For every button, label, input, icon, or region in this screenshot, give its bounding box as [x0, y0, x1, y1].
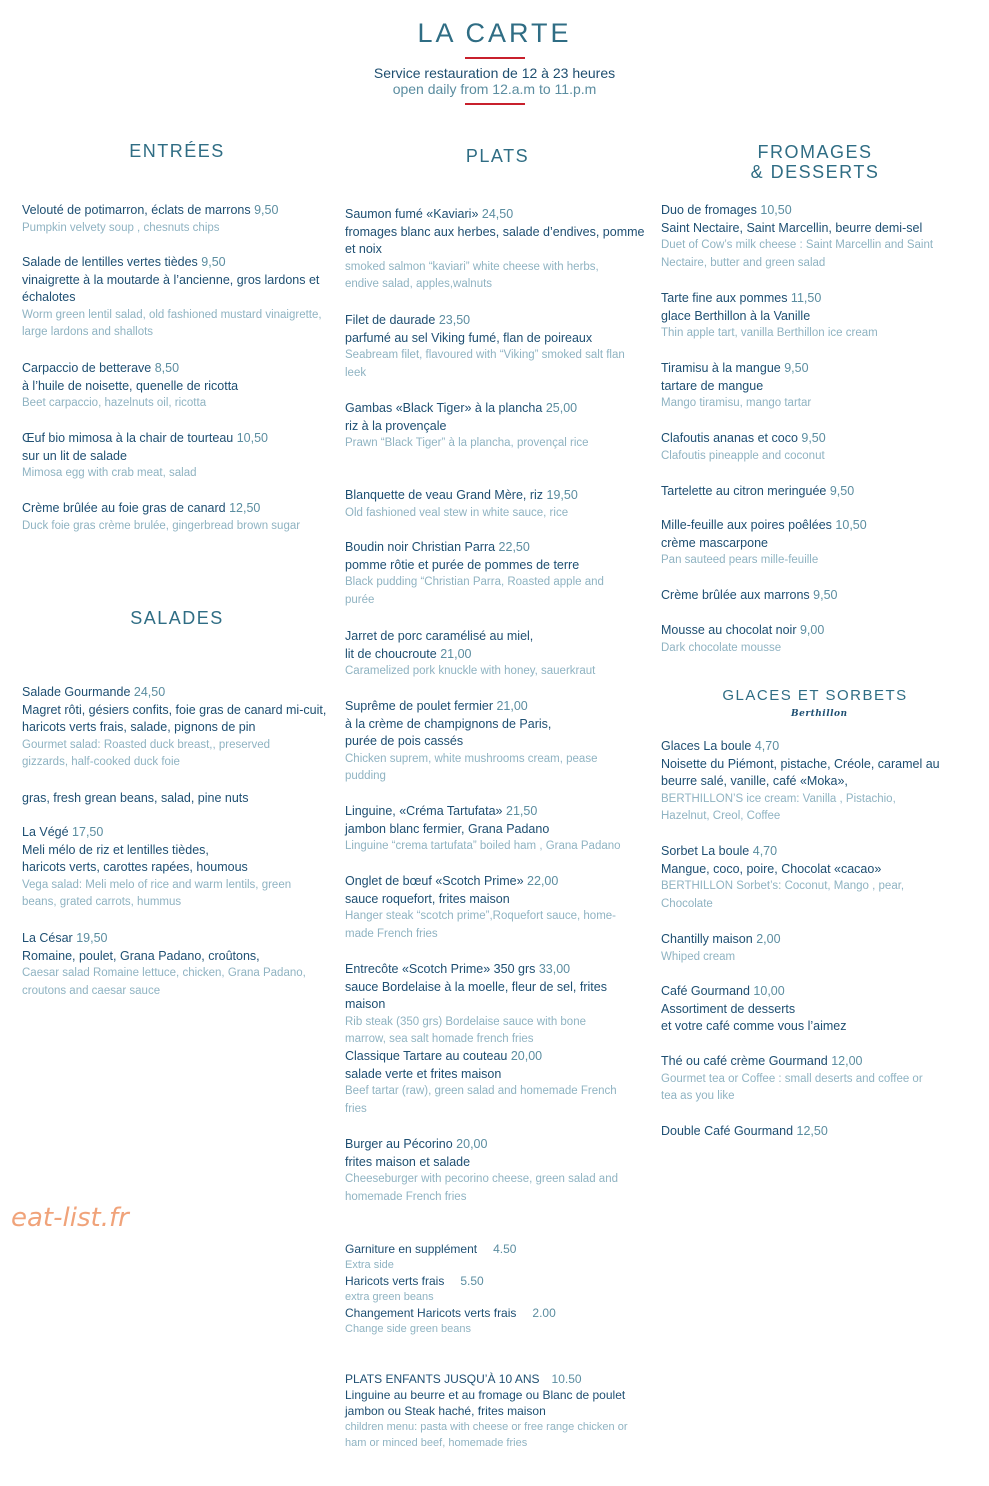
menu-item-description — [345, 979, 645, 1014]
menu-item-translation: BERTHILLON Sorbet’s: Coconut, Mango , pear, — [661, 880, 905, 892]
menu-item — [345, 206, 645, 294]
menu-item-description — [345, 821, 645, 839]
menu-item — [345, 698, 645, 786]
menu-item-name — [661, 983, 961, 1001]
side-item — [345, 1273, 645, 1305]
menu-item-price: 10,00 — [749, 984, 785, 998]
menu-item-text: Double Café Gourmand — [661, 1124, 794, 1138]
menu-item-description — [22, 272, 332, 290]
menu-item-name — [661, 843, 961, 861]
menu-item-text: Café Gourmand — [661, 984, 750, 998]
menu-item-text: lit de choucroute — [345, 646, 437, 661]
menu-item-translation: Whiped cream — [661, 950, 736, 963]
menu-item — [22, 430, 332, 483]
menu-item-text: Onglet de bœuf «Scotch Prime» — [345, 874, 524, 888]
menu-item-text: La César — [22, 931, 73, 945]
menu-item-translation: Black pudding “Christian Parra, Roasted apple and — [345, 576, 604, 588]
menu-item-price: 12,50 — [793, 1124, 828, 1138]
menu-item-text: glace Berthillon à la Vanille — [661, 308, 811, 323]
menu-item-text: Filet de daurade — [345, 313, 436, 327]
menu-item — [661, 360, 961, 413]
menu-item-text: Tiramisu à la mangue — [661, 361, 781, 375]
menu-item-description — [22, 289, 332, 307]
menu-item-text: pomme rôtie et purée de pommes de terre — [345, 557, 580, 572]
menu-item-translation: Linguine “crema tartufata” boiled ham , Grana Padano — [345, 840, 621, 852]
menu-item-price: 9,50 — [797, 431, 826, 445]
menu-item-price: 10,50 — [233, 431, 268, 445]
menu-item — [661, 290, 961, 343]
menu-item-translation: gizzards, half-cooked duck foie — [22, 756, 180, 768]
service-hours-fr: Service restauration de 12 à 23 heures — [373, 65, 616, 81]
menu-item-description — [345, 330, 645, 348]
menu-item-name — [22, 430, 332, 448]
menu-item-name — [661, 290, 961, 308]
menu-item-name — [22, 824, 332, 842]
menu-item-price: 24,50 — [130, 685, 166, 699]
menu-item-translation: tea as you like — [661, 1090, 735, 1102]
menu-item-text: Sorbet La boule — [661, 844, 750, 858]
menu-item-price: 9,50 — [250, 203, 279, 217]
menu-item-text: Œuf bio mimosa à la chair de tourteau — [22, 431, 234, 445]
red-divider — [465, 103, 525, 105]
menu-item — [345, 803, 645, 856]
menu-item-translation: Clafoutis pineapple and coconut — [661, 449, 825, 462]
menu-item-price: 9,50 — [197, 255, 226, 269]
menu-item — [661, 1123, 961, 1141]
menu-item-text: sur un lit de salade — [22, 448, 127, 463]
menu-item-price: 24,50 — [478, 207, 514, 221]
side-item-text: Haricots verts frais — [345, 1274, 445, 1288]
menu-item-description — [661, 308, 961, 326]
side-item — [345, 1241, 645, 1273]
menu-item-translation: Gourmet tea or Coffee : small deserts and coffee or — [661, 1072, 923, 1085]
menu-item-text: Carpaccio de betterave — [22, 361, 152, 375]
menu-item-price: 11,50 — [787, 291, 822, 305]
menu-item-name — [22, 684, 332, 702]
menu-item-translation: homemade French fries — [345, 1190, 467, 1203]
menu-item-translation: Prawn “Black Tiger” à la plancha, provençal rice — [345, 437, 589, 449]
menu-item-translation: Mimosa egg with crab meat, salad — [22, 467, 197, 479]
menu-item-translation: Nectaire, butter and green salad — [661, 256, 826, 269]
menu-item-description — [345, 891, 645, 909]
menu-item-description — [661, 1018, 961, 1036]
menu-header — [0, 18, 989, 105]
menu-item-price: 17,50 — [68, 825, 104, 839]
side-item — [345, 1305, 645, 1337]
menu-item — [661, 983, 961, 1036]
menu-item-translation: Caramelized pork knuckle with honey, sauerkraut — [345, 665, 596, 677]
menu-item-translation: croutons and caesar sauce — [22, 984, 161, 997]
menu-item-price: 8,50 — [151, 361, 180, 375]
menu-item-price: 9,00 — [796, 623, 825, 637]
section-title-line: & DESSERTS — [750, 162, 880, 182]
section-title-line: FROMAGES — [757, 142, 873, 162]
side-item-translation: Change side green beans — [345, 1323, 471, 1335]
menu-item-text: Saumon fumé «Kaviari» — [345, 207, 479, 221]
menu-item-price: 20,00 — [452, 1137, 488, 1151]
menu-item-name — [661, 1123, 961, 1141]
menu-item-description — [661, 861, 961, 879]
menu-item-price: 12,00 — [827, 1054, 863, 1068]
menu-item-translation: Old fashioned veal stew in white sauce, rice — [345, 506, 569, 519]
menu-item-text: Chantilly maison — [661, 932, 753, 946]
menu-item — [661, 517, 961, 570]
menu-item-text: fromages blanc aux herbes, salade d’endives, pomme — [345, 224, 645, 239]
menu-item-name — [661, 738, 961, 756]
menu-item-translation: pudding — [345, 770, 386, 782]
menu-item-price: 12,50 — [225, 501, 261, 515]
menu-item-text: frites maison et salade — [345, 1154, 471, 1169]
menu-item — [345, 961, 645, 1049]
menu-item-translation: Duck foie gras crème brulée, gingerbread brown sugar — [22, 519, 301, 532]
menu-item-name — [22, 254, 332, 272]
menu-item-price: 10,50 — [756, 203, 792, 217]
menu-item — [661, 430, 961, 465]
menu-item-name — [661, 622, 961, 640]
menu-item-translation: BERTHILLON’S ice cream: Vanilla , Pistachio, — [661, 792, 896, 805]
menu-item-text: Mangue, coco, poire, Chocolat «cacao» — [661, 861, 882, 876]
menu-item-description — [22, 448, 332, 466]
menu-item-description — [22, 378, 332, 396]
menu-item-translation: Caesar salad Romaine lettuce, chicken, Grana Padano, — [22, 967, 306, 979]
menu-item-price: 10,50 — [831, 518, 867, 532]
menu-item-name — [22, 360, 332, 378]
menu-item-description — [22, 842, 332, 860]
menu-item — [345, 539, 645, 609]
menu-item-text: vinaigrette à la moutarde à l’ancienne, gros lardons et — [22, 272, 320, 287]
side-item-text: Garniture en supplément — [345, 1242, 478, 1256]
menu-item-translation: large lardons and shallots — [22, 326, 154, 338]
side-item-name — [345, 1305, 645, 1321]
menu-item-price: 21,50 — [502, 804, 538, 818]
menu-item-translation: made French fries — [345, 927, 438, 940]
menu-item — [345, 312, 645, 382]
section-title-salades: SALADES — [130, 608, 224, 628]
menu-item-text: Romaine, poulet, Grana Padano, croûtons, — [22, 948, 260, 963]
menu-item-text: Burger au Pécorino — [345, 1137, 453, 1151]
page-title: LA CARTE — [417, 18, 572, 48]
menu-item-text: Salade de lentilles vertes tièdes — [22, 255, 198, 269]
menu-item-name — [345, 628, 645, 646]
menu-item-price: 23,50 — [435, 313, 471, 327]
menu-item-translation: Chicken suprem, white mushrooms cream, pease — [345, 752, 598, 765]
side-item-price: 2.00 — [532, 1306, 556, 1320]
menu-item-price: 22,00 — [523, 874, 559, 888]
menu-item-name — [22, 500, 332, 518]
menu-item-text: Clafoutis ananas et coco — [661, 431, 798, 445]
menu-item-name — [661, 587, 961, 605]
menu-item-description — [22, 702, 332, 720]
kids-menu-text: jambon ou Steak haché, frites maison — [345, 1404, 546, 1418]
menu-item-name — [345, 1136, 645, 1154]
menu-item-text: et noix — [345, 242, 382, 256]
menu-item-description — [22, 859, 332, 877]
side-item-name — [345, 1273, 645, 1289]
menu-item-description — [345, 733, 645, 751]
menu-item — [22, 824, 332, 912]
section-title-plats: PLATS — [465, 146, 530, 166]
menu-item — [345, 400, 645, 453]
side-item-translation: Extra side — [345, 1259, 394, 1271]
menu-item-text: La Végé — [22, 825, 69, 839]
section-title-glaces: GLACES ET SORBETS — [722, 687, 908, 704]
menu-item-translation: Beet carpaccio, hazelnuts oil, ricotta — [22, 397, 207, 409]
menu-item-translation: purée — [345, 593, 375, 606]
menu-item — [661, 843, 961, 913]
menu-item-description — [345, 1154, 645, 1172]
menu-item-translation: Hazelnut, Creol, Coffee — [661, 810, 781, 822]
side-item-name — [345, 1241, 645, 1257]
menu-item-text: Meli mélo de riz et lentilles tièdes, — [22, 842, 209, 857]
menu-item-name — [345, 539, 645, 557]
menu-item-description — [345, 418, 645, 436]
watermark: eat-list.fr — [11, 1203, 129, 1233]
menu-item-description — [345, 1066, 645, 1084]
menu-item-name — [345, 698, 645, 716]
kids-menu-translation: ham or minced beef, homemade fries — [345, 1437, 528, 1449]
menu-item-text: Tarte fine aux pommes — [661, 291, 788, 305]
menu-item-translation: Pumpkin velvety soup , chesnuts chips — [22, 221, 220, 234]
menu-item — [661, 587, 961, 605]
menu-item-text: sauce roquefort, frites maison — [345, 891, 510, 906]
section-title-entrees: ENTRÉES — [129, 141, 225, 161]
menu-item — [661, 202, 961, 272]
menu-item-text: à la crème de champignons de Paris, — [345, 716, 552, 731]
menu-item — [661, 1053, 961, 1106]
kids-menu-price: 10.50 — [551, 1372, 582, 1386]
menu-item — [22, 500, 332, 535]
menu-item — [661, 738, 961, 826]
menu-item-description — [661, 220, 961, 238]
menu-item — [22, 360, 332, 413]
menu-item-translation: Worm green lentil salad, old fashioned mustard vinaigrette, — [22, 308, 322, 321]
menu-item-price: 2,00 — [752, 932, 781, 946]
menu-item-text: Tartelette au citron meringuée — [661, 484, 827, 498]
menu-item-description — [345, 557, 645, 575]
menu-item-text: Noisette du Piémont, pistache, Créole, caramel au — [661, 756, 940, 771]
menu-item-description — [661, 378, 961, 396]
menu-item-translation: Cheeseburger with pecorino cheese, green salad and — [345, 1173, 618, 1185]
menu-item — [22, 684, 332, 772]
menu-item-price: 19,50 — [72, 931, 108, 945]
menu-item-description — [345, 241, 645, 259]
menu-item-text: Duo de fromages — [661, 203, 757, 217]
menu-item-price: 9,50 — [809, 588, 838, 602]
menu-item-text: crème mascarpone — [661, 535, 768, 550]
menu-item-text: parfumé au sel Viking fumé, flan de poireaux — [345, 330, 593, 345]
menu-item-description — [661, 1001, 961, 1019]
menu-item-name — [661, 360, 961, 378]
menu-item — [661, 622, 961, 657]
menu-item-description — [22, 948, 332, 966]
menu-item-description — [661, 773, 961, 791]
menu-item-text: Saint Nectaire, Saint Marcellin, beurre demi-sel — [661, 220, 923, 235]
berthillon-logo: Berthillon — [791, 709, 848, 719]
menu-item — [22, 254, 332, 342]
menu-item-text: et votre café comme vous l’aimez — [661, 1019, 847, 1033]
menu-item-translation: Rib steak (350 grs) Bordelaise sauce with bone — [345, 1015, 586, 1028]
menu-item-text: gras, fresh grean beans, salad, pine nuts — [22, 791, 249, 805]
menu-item-price: 19,50 — [543, 488, 578, 502]
menu-item — [345, 1048, 645, 1118]
menu-item-price: 33,00 — [535, 962, 571, 976]
menu-item-text: haricots verts frais, salade, pignons de pin — [22, 720, 256, 734]
menu-item-translation: Pan sauteed pears mille-feuille — [661, 554, 819, 566]
menu-item-price: 25,00 — [542, 401, 578, 415]
menu-item-name — [345, 873, 645, 891]
menu-item — [22, 790, 332, 808]
menu-item-text: Jarret de porc caramélisé au miel, — [345, 629, 534, 643]
menu-item-text: Classique Tartare au couteau — [345, 1049, 508, 1063]
menu-item-price: 21,00 — [493, 699, 528, 713]
menu-item-text: Thé ou café crème Gourmand — [661, 1054, 828, 1068]
menu-item-text: Assortiment de desserts — [661, 1001, 796, 1016]
menu-item-translation: Vega salad: Meli melo of rice and warm lentils, green — [22, 878, 292, 891]
menu-item-price: 9,50 — [780, 361, 809, 375]
menu-item-translation: Beef tartar (raw), green salad and homemade French — [345, 1085, 617, 1097]
menu-item-text: Magret rôti, gésiers confits, foie gras de canard mi-cuit, — [22, 702, 327, 717]
menu-item-text: Mille-feuille aux poires poêlées — [661, 518, 832, 532]
menu-item-name — [345, 487, 645, 505]
menu-item-name — [345, 961, 645, 979]
menu-item-text: Velouté de potimarron, éclats de marrons — [22, 203, 251, 217]
menu-item-translation: Dark chocolate mousse — [661, 641, 782, 654]
menu-item-name — [345, 1048, 645, 1066]
menu-item-name — [661, 202, 961, 220]
menu-item-price: 22,50 — [495, 540, 530, 554]
menu-item-text: échalotes — [22, 290, 76, 304]
menu-item — [345, 628, 645, 681]
menu-item-translation: leek — [345, 366, 367, 379]
menu-item-name — [661, 483, 961, 501]
menu-item-text: Gambas «Black Tiger» à la plancha — [345, 401, 543, 415]
menu-item-description — [661, 756, 961, 774]
menu-item-description — [22, 719, 332, 737]
side-item-text: Changement Haricots verts frais — [345, 1306, 517, 1320]
menu-item-price: 21,00 — [436, 646, 472, 661]
menu-item-price: 4,70 — [749, 844, 778, 858]
menu-item-translation: fries — [345, 1102, 367, 1115]
menu-item-text: Blanquette de veau Grand Mère, riz — [345, 488, 544, 502]
menu-item-text: Glaces La boule — [661, 739, 752, 753]
menu-item — [22, 930, 332, 1000]
menu-item — [661, 483, 961, 501]
menu-item-translation: Mango tiramisu, mango tartar — [661, 397, 812, 409]
menu-item-description — [345, 646, 645, 664]
menu-item-text: Suprême de poulet fermier — [345, 699, 493, 713]
menu-item — [345, 873, 645, 943]
kids-menu-item — [345, 1371, 645, 1451]
kids-menu-text: PLATS ENFANTS JUSQU’À 10 ANS — [345, 1372, 540, 1386]
menu-item-text: sauce Bordelaise à la moelle, fleur de sel, frites maison — [345, 979, 607, 1011]
kids-menu-title — [345, 1371, 645, 1387]
menu-item-description — [345, 716, 645, 734]
menu-item-translation: Seabream filet, flavoured with “Viking” smoked salt flan — [345, 349, 625, 361]
menu-item-translation: beans, grated carrots, hummus — [22, 896, 182, 908]
menu-item-price: 9,50 — [826, 484, 855, 498]
menu-item-name — [661, 1053, 961, 1071]
menu-item-name — [345, 803, 645, 821]
menu-item-description — [661, 535, 961, 553]
side-item-price: 5.50 — [460, 1274, 484, 1288]
menu-item-name — [22, 202, 332, 220]
menu-item-text: Mousse au chocolat noir — [661, 623, 797, 637]
menu-item-price: 20,00 — [507, 1049, 543, 1063]
menu-item-name — [345, 312, 645, 330]
menu-item-translation: smoked salmon “kaviari” white cheese with herbs, — [345, 260, 599, 273]
menu-item-name — [661, 430, 961, 448]
menu-item-text: Salade Gourmande — [22, 685, 131, 699]
side-item-translation: extra green beans — [345, 1291, 434, 1303]
menu-item-translation: Duet of Cow’s milk cheese : Saint Marcellin and Saint — [661, 239, 934, 251]
menu-item-text: Boudin noir Christian Parra — [345, 540, 496, 554]
menu-item-text: Entrecôte «Scotch Prime» 350 grs — [345, 962, 536, 976]
menu-item-name — [22, 930, 332, 948]
menu-item-price: 4,70 — [751, 739, 780, 753]
menu-item-text: purée de pois cassés — [345, 734, 464, 748]
menu-item-name — [661, 931, 961, 949]
menu-item-translation: Thin apple tart, vanilla Berthillon ice cream — [661, 327, 878, 339]
kids-menu-translation: children menu: pasta with cheese or free range chicken or — [345, 1421, 628, 1433]
kids-menu-text: Linguine au beurre et au fromage ou Blanc de poulet — [345, 1388, 626, 1402]
menu-item-translation: marrow, sea salt homade french fries — [345, 1033, 534, 1045]
menu-item-translation: Hanger steak “scotch prime”,Roquefort sauce, home- — [345, 910, 617, 922]
kids-menu-description — [345, 1403, 645, 1419]
red-divider — [465, 57, 525, 59]
menu-item-text: Crème brûlée au foie gras de canard — [22, 501, 226, 515]
menu-item-text: jambon blanc fermier, Grana Padano — [345, 821, 550, 836]
menu-item-text: salade verte et frites maison — [345, 1066, 502, 1081]
menu-item-translation: endive salad, apples,walnuts — [345, 278, 493, 290]
menu-item-text: Crème brûlée aux marrons — [661, 588, 810, 602]
menu-item-translation: Gourmet salad: Roasted duck breast,, preserved — [22, 738, 271, 751]
kids-menu-description — [345, 1387, 645, 1403]
section-title-desserts — [661, 142, 969, 182]
menu-item-text: à l’huile de noisette, quenelle de ricotta — [22, 378, 239, 393]
menu-item — [345, 1136, 645, 1206]
menu-item-text: Linguine, «Créma Tartufata» — [345, 804, 503, 818]
menu-item-text: tartare de mangue — [661, 378, 764, 393]
menu-item — [345, 487, 645, 522]
menu-item-description — [345, 224, 645, 242]
menu-item — [661, 931, 961, 966]
menu-item-name — [661, 517, 961, 535]
service-hours-en: open daily from 12.a.m to 11.p.m — [392, 81, 597, 97]
side-item-price: 4.50 — [493, 1242, 517, 1256]
menu-item-text: riz à la provençale — [345, 418, 447, 433]
menu-item-name — [22, 790, 332, 808]
menu-item-text: beurre salé, vanille, café «Moka», — [661, 774, 848, 788]
menu-item-name — [345, 400, 645, 418]
menu-item — [22, 202, 332, 237]
menu-item-translation: Chocolate — [661, 897, 713, 910]
menu-item-text: haricots verts, carottes rapées, houmous — [22, 860, 248, 874]
menu-item-name — [345, 206, 645, 224]
